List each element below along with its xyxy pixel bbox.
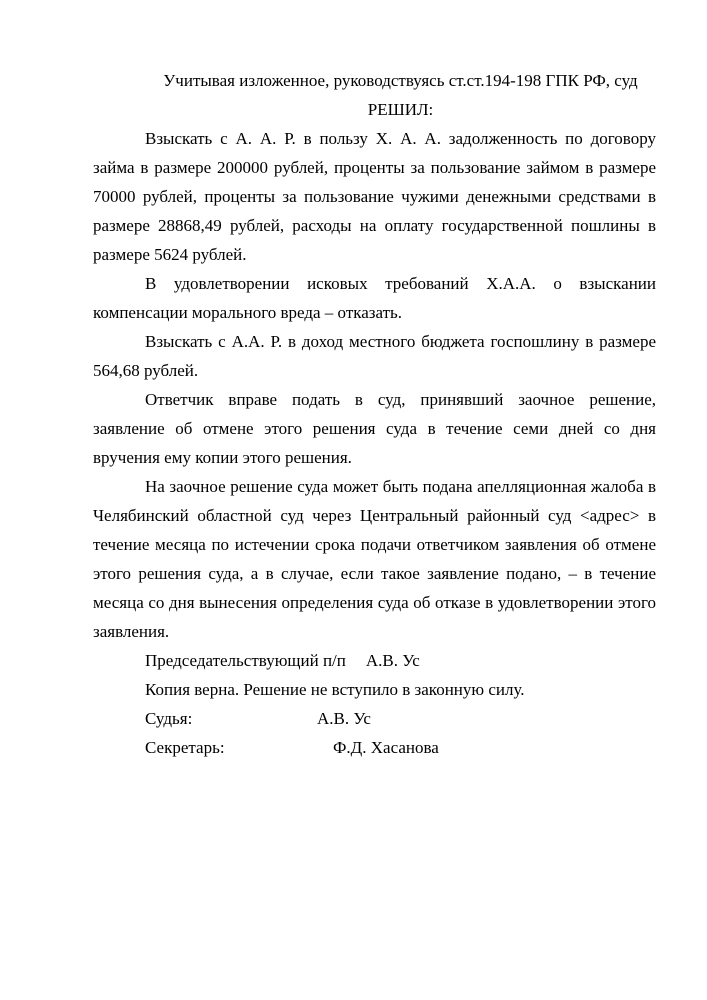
paragraph-debt-award: Взыскать с А. А. Р. в пользу Х. А. А. задолженность по договору займа в размере 200000 рублей, проценты за пользование займом в размере 70000 рублей, проценты за пользование чужими денежными средствами в размере 28868,49 рублей, расходы на оплату государственной пошлины в размере 5624 рублей. xyxy=(93,129,656,264)
presiding-label: Председательствующий п/п xyxy=(145,651,346,670)
signature-block xyxy=(93,646,656,762)
paragraph-moral-damages-denied: В удовлетворении исковых требований Х.А.А. о взыскании компенсации морального вреда – отказать. xyxy=(93,274,656,322)
copy-note: Копия верна. Решение не вступило в законную силу. xyxy=(145,680,525,699)
secretary-name: Ф.Д. Хасанова xyxy=(333,738,439,757)
intro-line: Учитывая изложенное, руководствуясь ст.ст.194-198 ГПК РФ, суд xyxy=(163,71,638,90)
paragraph-state-duty: Взыскать с А.А. Р. в доход местного бюджета госпошлину в размере 564,68 рублей. xyxy=(93,332,656,380)
paragraph-defendant-rights: Ответчик вправе подать в суд, принявший заочное решение, заявление об отмене этого решения суда в течение семи дней со дня вручения ему копии этого решения. xyxy=(93,390,656,467)
presiding-line xyxy=(145,646,656,675)
judge-line xyxy=(145,704,656,733)
secretary-label: Секретарь: xyxy=(145,738,225,757)
secretary-line xyxy=(145,733,656,762)
paragraph-appeal-procedure: На заочное решение суда может быть подана апелляционная жалоба в Челябинский областной суд через Центральный районный суд <адрес> в течение месяца по истечении срока подачи ответчиком заявления об отмене этого решения суда, а в случае, если такое заявление подано, – в течение месяца со дня вынесения определения суда об отказе в удовлетворении этого заявления. xyxy=(93,477,656,641)
judge-label: Судья: xyxy=(145,709,193,728)
presiding-name: А.В. Ус xyxy=(365,651,420,670)
judge-name: А.В. Ус xyxy=(317,709,371,728)
resolution-heading: РЕШИЛ: xyxy=(367,100,434,119)
